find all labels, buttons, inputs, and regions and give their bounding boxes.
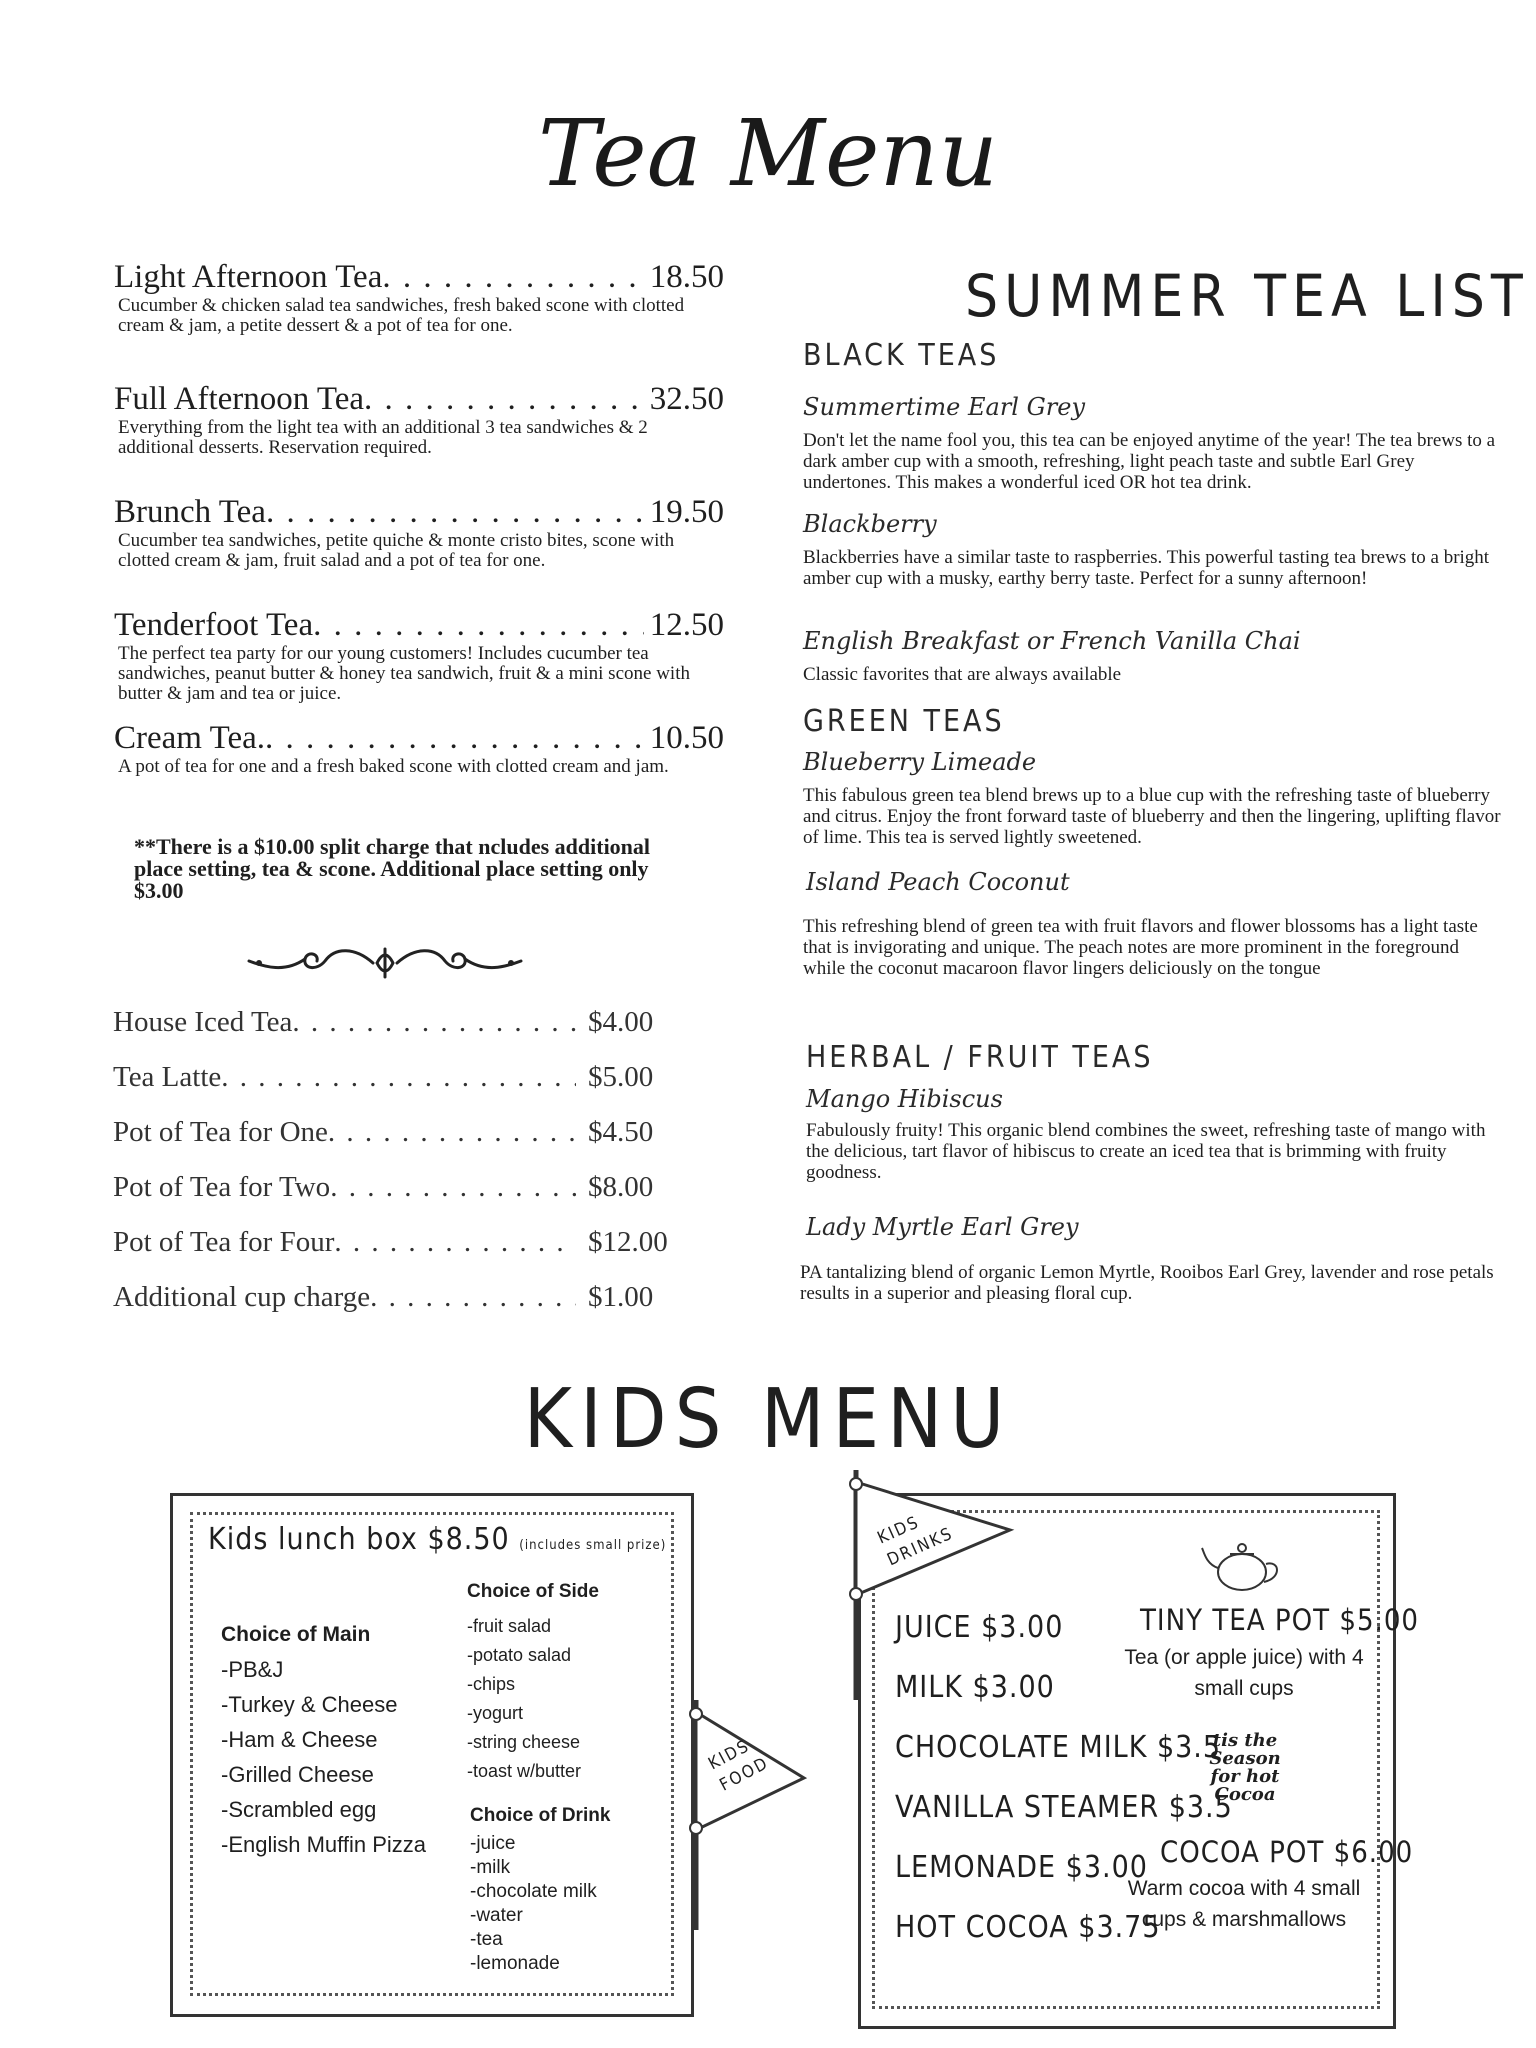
tea-name: Summertime Earl Grey [803,393,1086,421]
service-item [114,493,724,571]
beverage-name: Pot of Tea for One [113,1116,328,1148]
leader-dots [266,493,644,531]
leader-dots [382,258,643,296]
list-item: -water [470,1905,523,1926]
list-item: -string cheese [467,1732,581,1752]
service-price: 19.50 [649,494,724,530]
service-price: 10.50 [649,720,724,756]
beverage-price: $1.00 [588,1281,654,1313]
category-black-teas: BLACK TEAS [803,338,1000,373]
leader-dots [313,606,644,644]
drink-item: VANILLA STEAMER $3.5 [895,1790,1233,1825]
service-description: Everything from the light tea with an additional 3 tea sandwiches & 2 additional desserts. Reservation required. [118,417,648,458]
beverage-item [113,1225,683,1259]
beverage-price: $4.50 [588,1116,654,1148]
service-name: Cream Tea. [114,720,266,756]
service-item [114,719,724,777]
list-item: -Ham & Cheese [221,1727,378,1752]
leader-dots [221,1060,576,1094]
beverage-item [113,1280,683,1314]
leader-dots [364,380,644,418]
beverage-name: Tea Latte [113,1061,222,1093]
service-item [114,606,724,704]
list-item: -juice [470,1833,516,1854]
list-item: -toast w/butter [467,1761,582,1781]
drink-item: MILK $3.00 [895,1670,1055,1705]
service-description: A pot of tea for one and a fresh baked scone with clotted cream and jam. [118,756,669,777]
split-charge-note: **There is a $10.00 split charge that ncludes additional place setting, tea & scone. Additional place setting only $3.00 [134,834,651,903]
tea-name: Island Peach Coconut [806,868,1070,896]
kids-drinks-flag-label: KIDS DRINKS [874,1512,957,1571]
tiny-tea-pot-title: TINY TEA POT $5.00 [1140,1603,1420,1637]
beverage-name: Pot of Tea for Four [113,1226,335,1258]
side-choices-list [467,1612,581,1786]
tea-description: Blackberries have a similar taste to raspberries. This powerful tasting tea brews to a bright amber cup with a musky, earthy berry taste. Perfect for a sunny afternoon! [803,547,1490,589]
tea-description: Fabulously fruity! This organic blend combines the sweet, refreshing taste of mango with the delicious, tart flavor of hibiscus to create an iced tea that is brimming with fruity goodness. [806,1120,1486,1183]
drink-item: HOT COCOA $3.75 [895,1910,1161,1945]
service-price: 12.50 [649,607,724,643]
beverage-price: $4.00 [588,1006,654,1038]
list-item: -tea [470,1929,503,1950]
beverage-price: $12.00 [588,1226,668,1258]
list-item: -milk [470,1857,511,1878]
tea-description: This refreshing blend of green tea with fruit flavors and flower blossoms has a light taste that is invigorating and unique. The peach notes are more prominent in the foreground while the coconut macaroon flavor lingers deliciously on the tongue [803,916,1478,979]
tea-name: Mango Hibiscus [806,1085,1003,1113]
list-item: -Turkey & Cheese [221,1692,398,1717]
kids-lunch-box-title [208,1522,666,1557]
choice-of-drink-label: Choice of Drink [470,1805,611,1826]
list-item: -Grilled Cheese [221,1762,374,1787]
tea-description: Don't let the name fool you, this tea can be enjoyed anytime of the year! The tea brews to a dark amber cup with a smooth, refreshing, light peach taste and subtle Earl Grey undertones. This makes a wonderful iced OR hot tea drink. [803,430,1496,493]
service-name: Light Afternoon Tea [114,259,383,295]
cocoa-pot-title: COCOA POT $6.00 [1160,1835,1414,1869]
summer-list-title: SUMMER TEA LIST [965,262,1529,330]
cocoa-pot-description: Warm cocoa with 4 small cups & marshmallows [1127,1877,1361,1931]
beverage-price: $8.00 [588,1171,654,1203]
service-name: Tenderfoot Tea [114,607,314,643]
list-item: -potato salad [467,1645,572,1665]
leader-dots [265,719,644,757]
teapot-icon [1200,1538,1286,1594]
kids-food-flag-label: KIDS FOOD [705,1735,773,1796]
leader-dots [370,1280,576,1314]
beverage-name: Pot of Tea for Two [113,1171,331,1203]
service-description: Cucumber tea sandwiches, petite quiche & monte cristo bites, scone with clotted cream & jam, fruit salad and a pot of tea for one. [118,530,675,571]
leader-dots [328,1115,576,1149]
tiny-tea-pot-description: Tea (or apple juice) with 4 small cups [1124,1646,1364,1700]
drink-choices-list [470,1832,597,1976]
tea-description: This fabulous green tea blend brews up to a blue cup with the refreshing taste of blueberry and citrus. Enjoy the front forward taste of blueberry and then the lingering, uplifting flavor of lime. This tea is served lightly sweetened. [803,785,1501,848]
lunch-box-note: (includes small prize) [519,1538,667,1553]
main-choices-list [221,1652,426,1862]
beverage-name: Additional cup charge [113,1281,371,1313]
kids-menu-title: KIDS MENU [523,1372,1013,1467]
beverage-item [113,1060,683,1094]
drink-item: JUICE $3.00 [895,1610,1064,1645]
leader-dots [292,1005,576,1039]
tea-name: English Breakfast or French Vanilla Chai [803,627,1301,655]
tea-name: Blackberry [803,510,937,538]
leader-dots [334,1225,576,1259]
service-description: Cucumber & chicken salad tea sandwiches, fresh baked scone with clotted cream & jam, a petite dessert & a pot of tea for one. [118,295,685,336]
service-name: Full Afternoon Tea [114,381,365,417]
flourish-divider-icon [245,943,525,983]
drink-item: CHOCOLATE MILK $3.5 [895,1730,1222,1765]
list-item: -fruit salad [467,1616,552,1636]
beverage-name: House Iced Tea [113,1006,293,1038]
service-item [114,380,724,458]
beverage-item [113,1115,683,1149]
beverage-item [113,1170,683,1204]
choice-of-main-label: Choice of Main [221,1623,371,1646]
service-description: The perfect tea party for our young customers! Includes cucumber tea sandwiches, peanut butter & honey tea sandwich, fruit & a mini scone with butter & jam and tea or juice. [118,643,690,704]
page-title: Tea Menu [538,100,998,207]
service-price: 18.50 [649,259,724,295]
drink-item: LEMONADE $3.00 [895,1850,1148,1885]
tea-name: Lady Myrtle Earl Grey [806,1213,1079,1241]
list-item: -PB&J [221,1657,284,1682]
category-green-teas: GREEN TEAS [803,704,1005,739]
lunch-box-title-text: Kids lunch box $8.50 [208,1522,510,1557]
tea-name: Blueberry Limeade [803,748,1037,776]
cocoa-season-badge: tis the Season for hot Cocoa [1209,1730,1281,1805]
leader-dots [330,1170,576,1204]
tea-description: Classic favorites that are always available [803,664,1122,685]
tea-description: PA tantalizing blend of organic Lemon Myrtle, Rooibos Earl Grey, lavender and rose petals results in a superior and pleasing floral cup. [800,1262,1494,1304]
list-item: -chips [467,1674,516,1694]
list-item: -yogurt [467,1703,524,1723]
list-item: -English Muffin Pizza [221,1832,427,1857]
list-item: -chocolate milk [470,1881,597,1902]
choice-of-side-label: Choice of Side [467,1581,599,1602]
service-item [114,258,724,336]
category-herbal-fruit-teas: HERBAL / FRUIT TEAS [806,1040,1154,1075]
beverage-price: $5.00 [588,1061,654,1093]
list-item: -Scrambled egg [221,1797,377,1822]
beverage-item [113,1005,683,1039]
service-name: Brunch Tea [114,494,266,530]
list-item: -lemonade [470,1953,560,1974]
service-price: 32.50 [649,381,724,417]
